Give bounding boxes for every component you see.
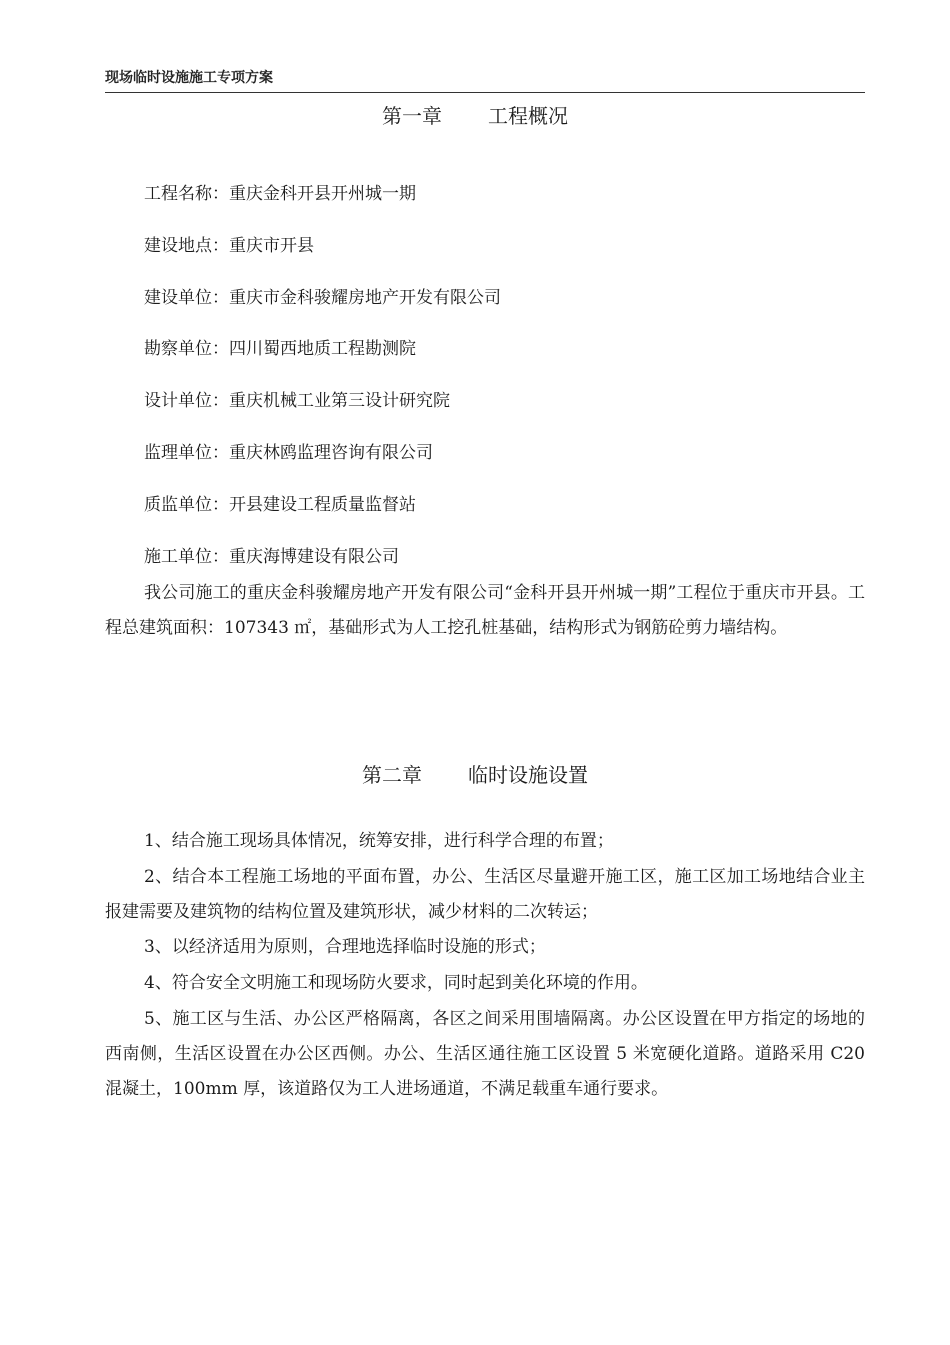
list-item: 5、施工区与生活、办公区严格隔离，各区之间采用围墙隔离。办公区设置在甲方指定的场地的西南侧，生活区设置在办公区西侧。办公、生活区通往施工区设置 5 米宽硬化道路。道路采用 C20 混凝土，100mm 厚，该道路仅为工人进场通道，不满足载重车通行要求。 <box>105 1009 865 1099</box>
info-label: 勘察单位： <box>144 339 229 359</box>
info-value: 重庆金科开县开州城一期 <box>229 184 416 204</box>
info-project-name <box>144 179 416 204</box>
chapter-1-heading <box>0 100 950 129</box>
project-summary: 我公司施工的重庆金科骏耀房地产开发有限公司“金科开县开州城一期”工程位于重庆市开县。工程总建筑面积：107343 ㎡，基础形式为人工挖孔桩基础，结构形式为钢筋砼剪力墙结构。 <box>105 583 865 638</box>
info-value: 重庆海博建设有限公司 <box>229 547 399 567</box>
list-item: 3、以经济适用为原则，合理地选择临时设施的形式； <box>144 937 546 957</box>
info-value: 开县建设工程质量监督站 <box>229 495 416 515</box>
page-header <box>105 64 865 93</box>
header-title: 现场临时设施施工专项方案 <box>105 70 273 86</box>
info-label: 质监单位： <box>144 495 229 515</box>
info-label: 建设地点： <box>144 236 229 256</box>
info-supervision <box>144 438 433 463</box>
info-value: 重庆机械工业第三设计研究院 <box>229 391 450 411</box>
info-value: 四川蜀西地质工程勘测院 <box>229 339 416 359</box>
list-item: 4、符合安全文明施工和现场防火要求，同时起到美化环境的作用。 <box>144 973 648 993</box>
chapter-1-title: 工程概况 <box>488 104 568 128</box>
info-quality <box>144 490 416 515</box>
info-label: 建设单位： <box>144 288 229 308</box>
info-value: 重庆市开县 <box>229 236 314 256</box>
info-label: 监理单位： <box>144 443 229 463</box>
info-label: 施工单位： <box>144 547 229 567</box>
info-design <box>144 386 450 411</box>
info-label: 设计单位： <box>144 391 229 411</box>
list-item: 1、结合施工现场具体情况，统筹安排，进行科学合理的布置； <box>144 831 614 851</box>
chapter-1-number: 第一章 <box>382 104 442 128</box>
info-value: 重庆市金科骏耀房地产开发有限公司 <box>229 288 501 308</box>
list-item: 2、结合本工程施工场地的平面布置，办公、生活区尽量避开施工区，施工区加工场地结合业主报建需要及建筑物的结构位置及建筑形状，减少材料的二次转运； <box>105 867 865 922</box>
chapter-2-heading <box>0 759 950 788</box>
chapter-2-title: 临时设施设置 <box>468 763 588 787</box>
info-label: 工程名称： <box>144 184 229 204</box>
chapter-2-number: 第二章 <box>362 763 422 787</box>
info-owner <box>144 283 501 308</box>
info-location <box>144 231 314 256</box>
info-value: 重庆林鸥监理咨询有限公司 <box>229 443 433 463</box>
info-survey <box>144 334 416 359</box>
info-contractor <box>144 542 399 567</box>
